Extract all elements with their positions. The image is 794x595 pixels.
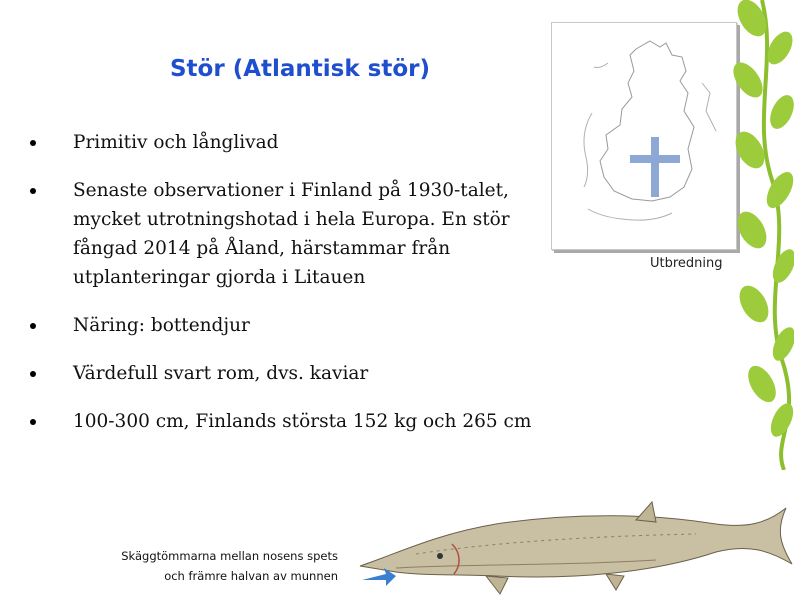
sturgeon-illustration bbox=[356, 494, 794, 595]
bullet-dot-icon bbox=[30, 140, 36, 146]
bullet-text: 100-300 cm, Finlands största 152 kg och 265 cm bbox=[73, 411, 532, 432]
bullet-text: Näring: bottendjur bbox=[73, 315, 250, 336]
cross-vertical bbox=[651, 137, 659, 197]
fish-caption-line1: Skäggtömmarna mellan nosens spets bbox=[121, 549, 338, 563]
bullet-item bbox=[28, 311, 538, 340]
bullet-text: Värdefull svart rom, dvs. kaviar bbox=[73, 363, 369, 384]
cross-horizontal bbox=[630, 155, 680, 163]
bullet-dot-icon bbox=[30, 371, 36, 377]
bullet-list bbox=[28, 128, 538, 436]
bullet-dot-icon bbox=[30, 419, 36, 425]
fish-caption bbox=[60, 546, 338, 586]
bullet-dot-icon bbox=[30, 323, 36, 329]
bullet-item bbox=[28, 128, 538, 157]
map-label: Utbredning bbox=[650, 256, 723, 271]
fish-caption-line2: och främre halvan av munnen bbox=[164, 569, 338, 583]
bullet-item bbox=[28, 359, 538, 388]
bullet-item bbox=[28, 176, 538, 292]
bullet-text: Senaste observationer i Finland på 1930-talet, mycket utrotningshotad i hela Europa. En stör fångad 2014 på Åland, härstammar från utplanteringar gjorda i Litauen bbox=[73, 180, 510, 288]
distribution-map bbox=[551, 22, 737, 250]
bullet-text: Primitiv och långlivad bbox=[73, 132, 279, 153]
bullet-item bbox=[28, 407, 538, 436]
finland-map-icon bbox=[552, 23, 736, 249]
leaf-vine-icon bbox=[722, 0, 794, 470]
bullet-dot-icon bbox=[30, 188, 36, 194]
slide-title: Stör (Atlantisk stör) bbox=[169, 56, 430, 82]
